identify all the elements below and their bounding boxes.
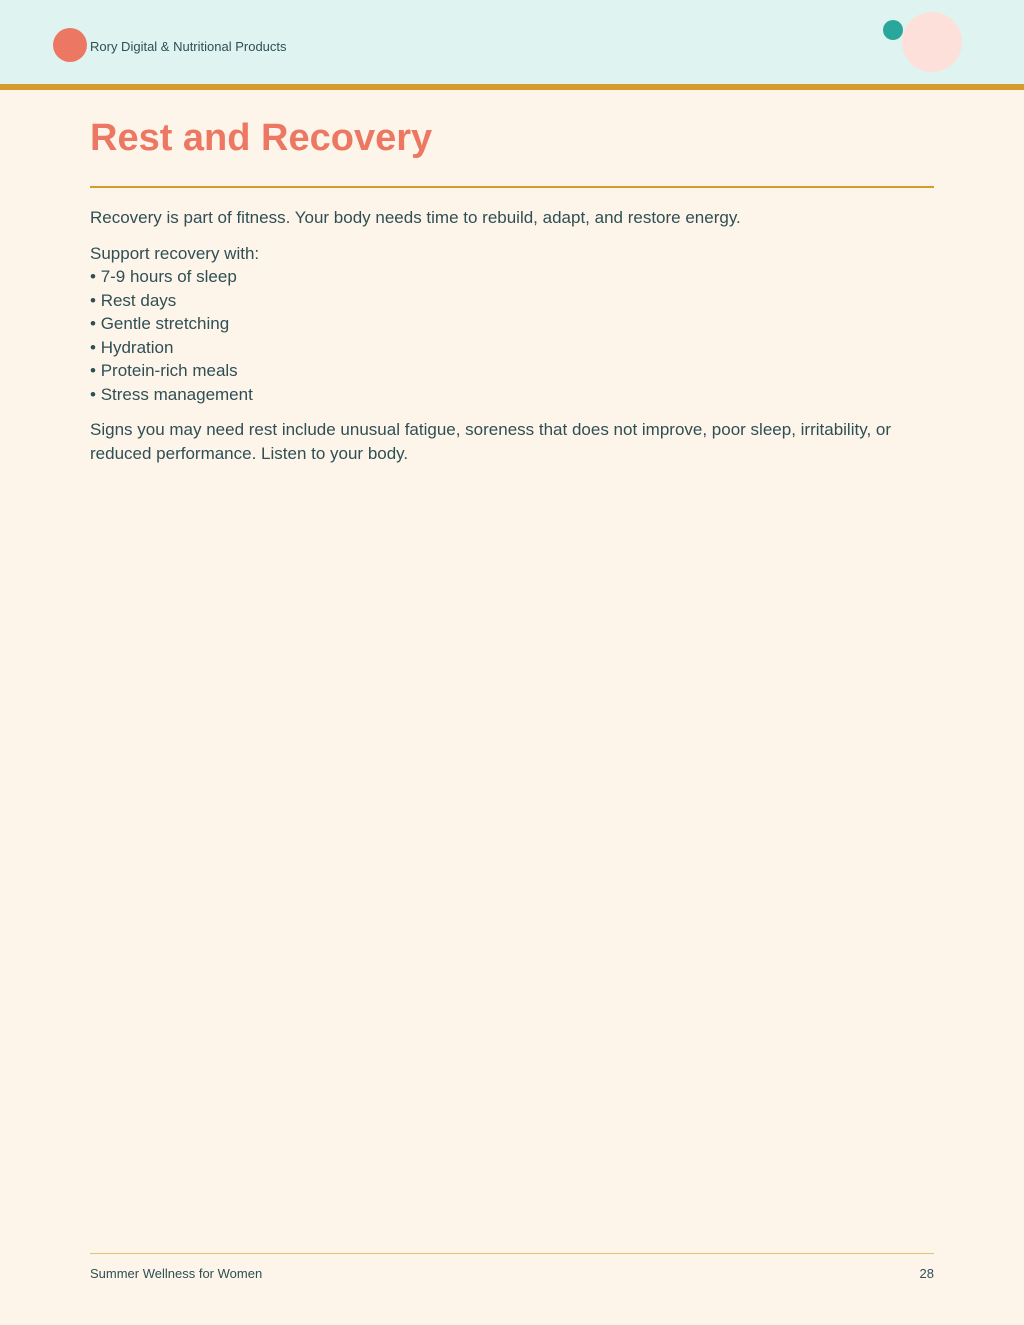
- list-heading: Support recovery with:: [90, 243, 260, 263]
- header-divider: [0, 84, 1024, 90]
- list-item-text: Hydration: [100, 337, 174, 357]
- page-header: [0, 0, 1024, 84]
- recovery-list: [90, 265, 934, 406]
- footer-divider: [90, 1253, 934, 1254]
- list-item-text: Gentle stretching: [100, 314, 230, 333]
- list-item: • Hydration: [90, 337, 174, 357]
- decorative-pink-circle-icon: [902, 12, 962, 72]
- closing-paragraph: Signs you may need rest include unusual fatigue, soreness that does not improve, poor sleep, irritability, or reduced performance. Listen to your body.: [90, 420, 892, 463]
- page-content: [90, 206, 934, 477]
- logo-circle-icon: [53, 28, 87, 62]
- list-item-text: Protein-rich meals: [100, 361, 238, 380]
- list-item-text: 7-9 hours of sleep: [100, 267, 237, 286]
- list-item: • Gentle stretching: [90, 314, 230, 333]
- list-item-text: Rest days: [100, 290, 177, 310]
- list-item: • 7-9 hours of sleep: [90, 267, 237, 286]
- brand-name: Rory Digital & Nutritional Products: [90, 39, 287, 54]
- decorative-teal-circle-icon: [883, 20, 903, 40]
- list-item: • Stress management: [90, 384, 253, 404]
- page-title: Rest and Recovery: [90, 117, 433, 159]
- page-number: 28: [919, 1266, 934, 1281]
- list-item-text: Stress management: [100, 384, 253, 404]
- list-item: • Rest days: [90, 290, 177, 310]
- footer-document-title: Summer Wellness for Women: [90, 1266, 263, 1281]
- intro-paragraph: Recovery is part of fitness. Your body needs time to rebuild, adapt, and restore energy.: [90, 208, 741, 227]
- list-item: • Protein-rich meals: [90, 361, 238, 380]
- title-divider: [90, 186, 934, 188]
